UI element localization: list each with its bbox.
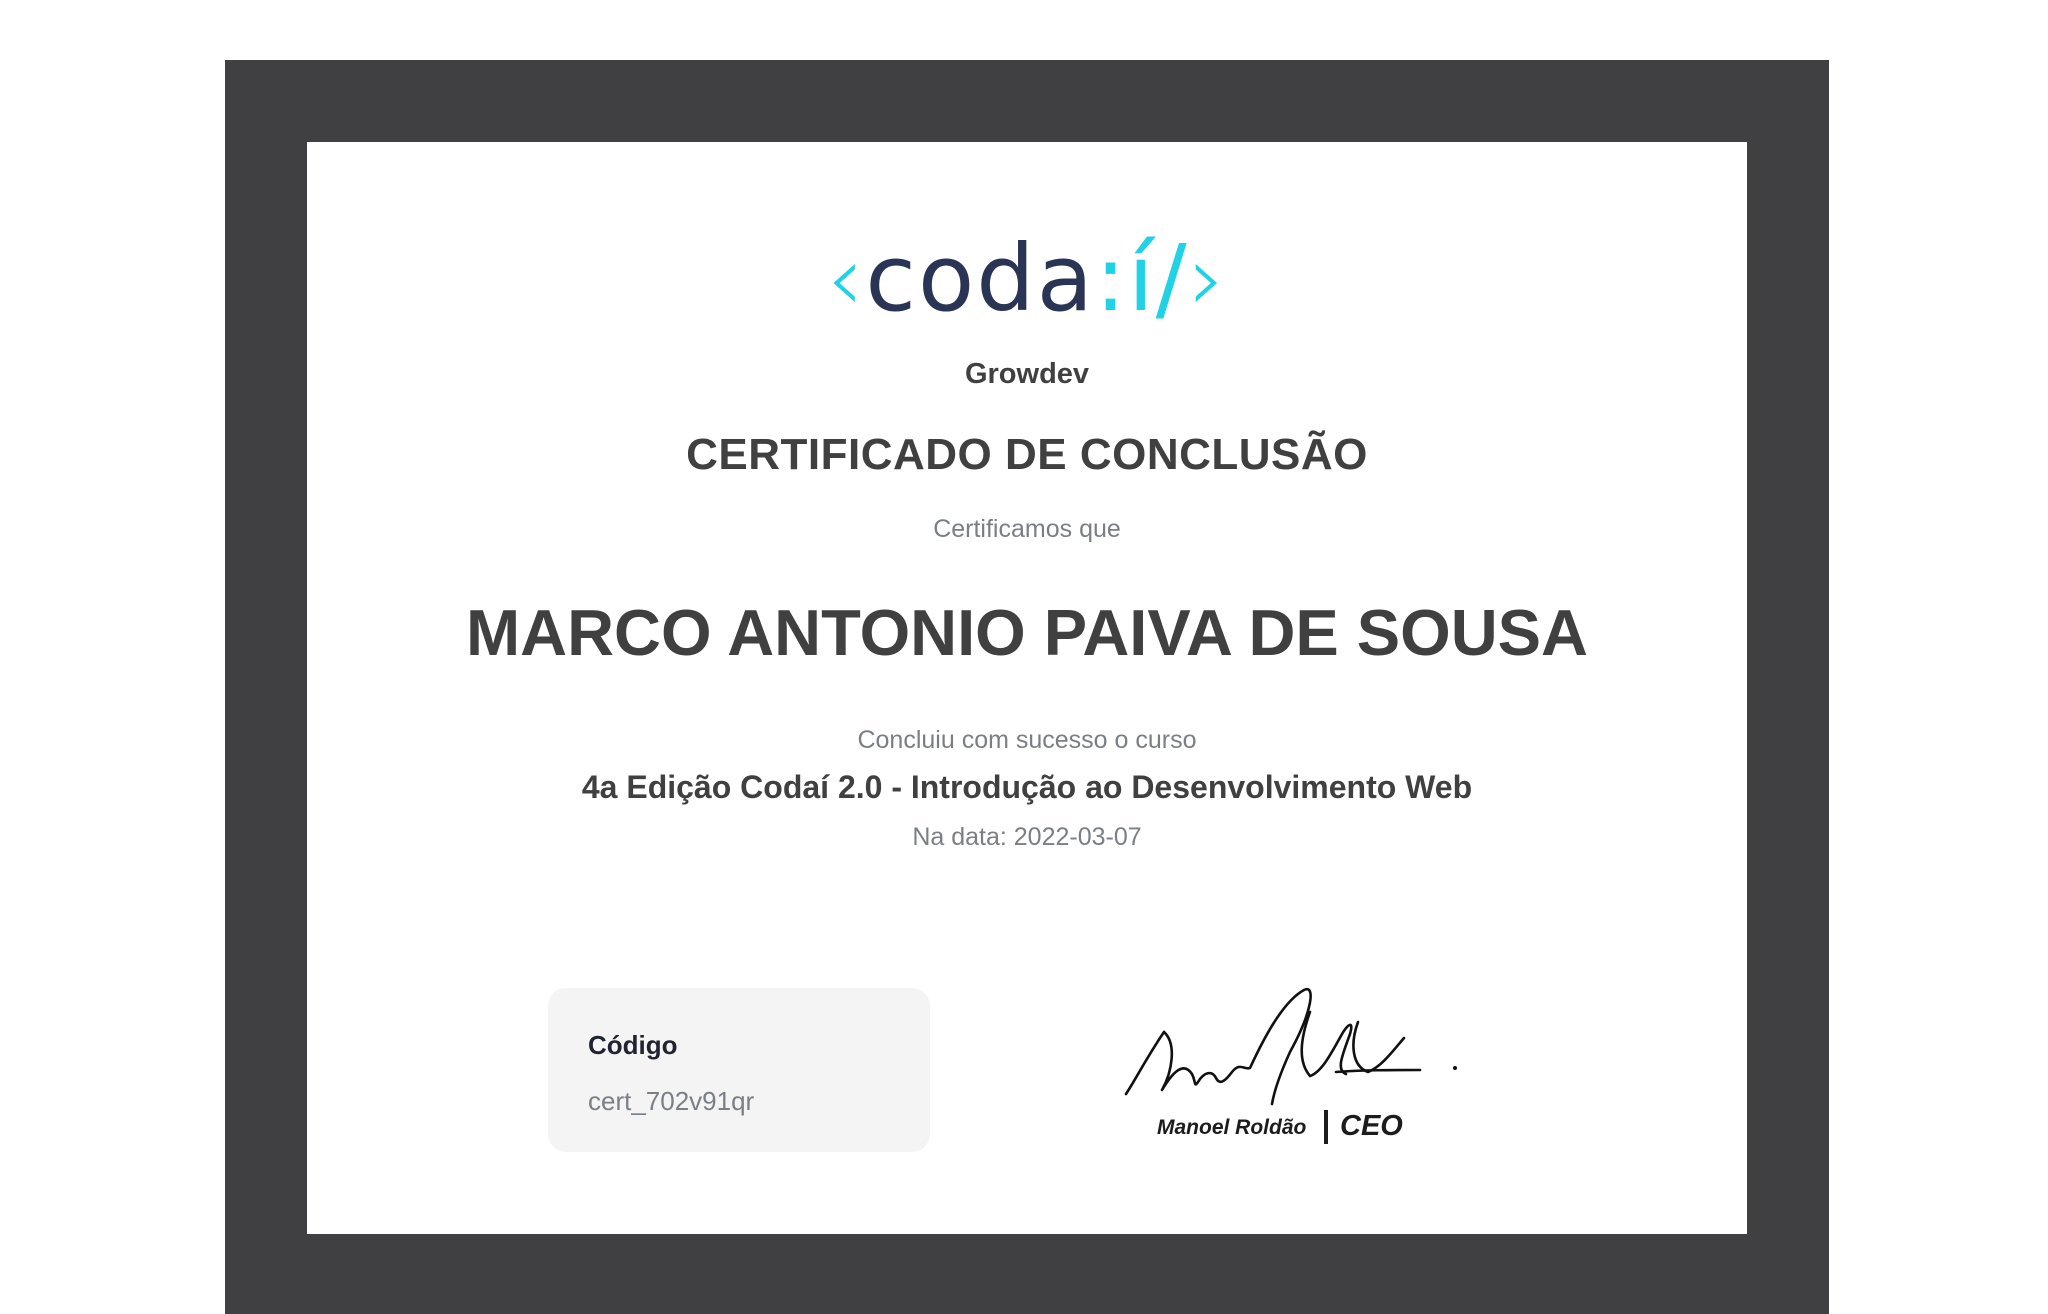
signature-icon — [1122, 982, 1462, 1112]
signer-name: Manoel Roldão — [1157, 1116, 1307, 1139]
logo-accent: :í/ — [1095, 225, 1189, 332]
logo-open-bracket: ‹ — [826, 225, 866, 332]
code-value: cert_702v91qr — [588, 1086, 755, 1116]
certificate-frame — [225, 60, 1829, 1314]
logo-close-bracket: › — [1188, 225, 1228, 332]
completed-text: Concluiu com sucesso o curso — [857, 726, 1197, 754]
codai-logo — [307, 224, 1747, 334]
course-name: 4a Edição Codaí 2.0 - Introdução ao Desenvolvimento Web — [581, 769, 1473, 805]
recipient-name: MARCO ANTONIO PAIVA DE SOUSA — [466, 596, 1588, 669]
certify-text: Certificamos que — [933, 515, 1121, 543]
signer-role: CEO — [1340, 1110, 1403, 1142]
certificate-code-box — [548, 988, 930, 1152]
issuer-name: Growdev — [964, 358, 1090, 390]
logo-word: coda — [865, 225, 1096, 332]
completion-date: Na data: 2022-03-07 — [912, 823, 1142, 851]
certificate-paper — [307, 142, 1747, 1234]
code-label: Código — [588, 1030, 678, 1060]
certificate-title: CERTIFICADO DE CONCLUSÃO — [686, 430, 1368, 479]
signature-block — [1122, 982, 1462, 1152]
signature-divider — [1324, 1110, 1328, 1144]
